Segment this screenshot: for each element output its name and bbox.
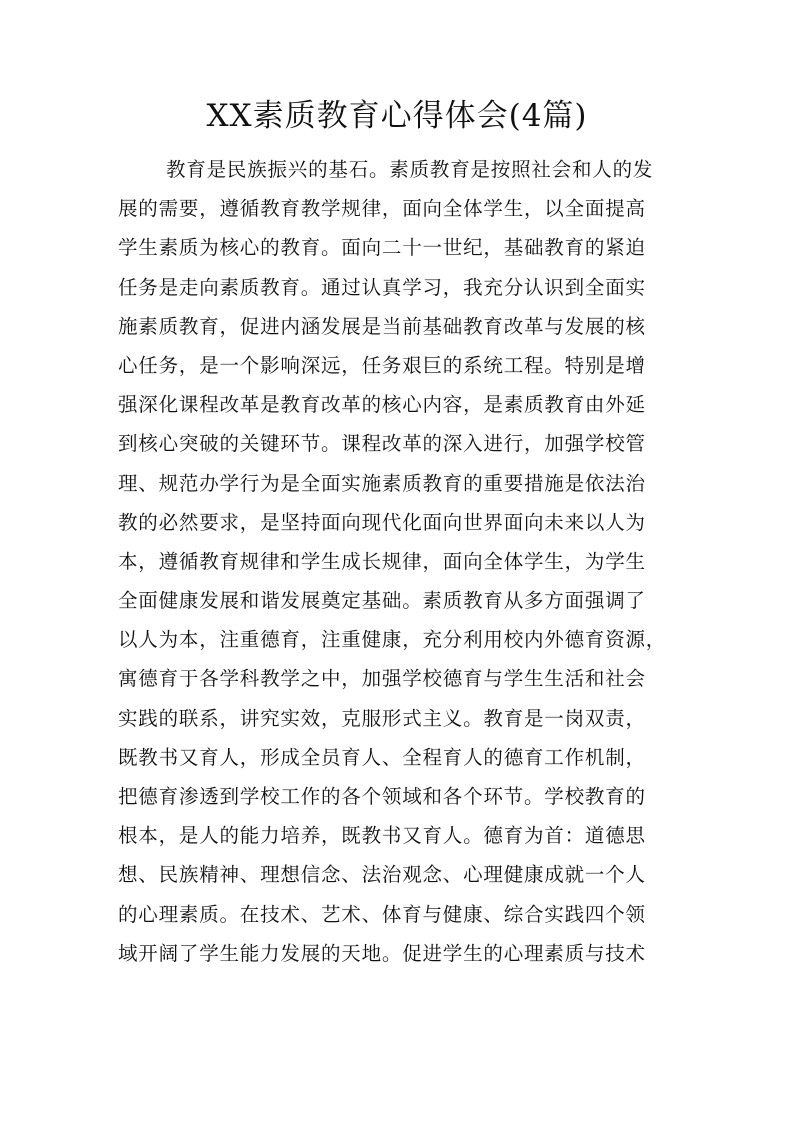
body-line: 本，遵循教育规律和学生成长规律，面向全体学生，为学生 <box>118 549 646 573</box>
body-line: 寓德育于各学科教学之中，加强学校德育与学生生活和社会 <box>118 667 646 691</box>
document-title: XX素质教育心得体会(4篇) <box>206 98 588 134</box>
body-line: 实践的联系，讲究实效，克服形式主义。教育是一岗双责， <box>118 706 646 730</box>
body-line: 任务是走向素质教育。通过认真学习，我充分认识到全面实 <box>118 275 646 299</box>
body-line: 既教书又育人，形成全员育人、全程育人的德育工作机制， <box>118 745 646 769</box>
body-line: 根本，是人的能力培养，既教书又育人。德育为首：道德思 <box>118 824 646 848</box>
body-line: 教的必然要求，是坚持面向现代化面向世界面向未来以人为 <box>118 510 646 534</box>
body-line: 想、民族精神、理想信念、法治观念、心理健康成就一个人 <box>118 863 646 887</box>
document-body <box>118 150 678 973</box>
body-line: 到核心突破的关键环节。课程改革的深入进行，加强学校管 <box>118 432 646 456</box>
body-line: 施素质教育，促进内涵发展是当前基础教育改革与发展的核 <box>118 314 646 338</box>
body-line: 展的需要，遵循教育教学规律，面向全体学生，以全面提高 <box>118 197 646 221</box>
body-line: 全面健康发展和谐发展奠定基础。素质教育从多方面强调了 <box>118 589 646 613</box>
body-line: 把德育渗透到学校工作的各个领域和各个环节。学校教育的 <box>118 785 646 808</box>
body-line: 教育是民族振兴的基石。素质教育是按照社会和人的发 <box>166 158 654 181</box>
body-line: 域开阔了学生能力发展的天地。促进学生的心理素质与技术 <box>118 941 646 965</box>
body-line: 的心理素质。在技术、艺术、体育与健康、综合实践四个领 <box>118 902 646 926</box>
body-line: 理、规范办学行为是全面实施素质教育的重要措施是依法治 <box>118 471 646 495</box>
body-line: 学生素质为核心的教育。面向二十一世纪，基础教育的紧迫 <box>118 236 646 260</box>
body-line: 心任务，是一个影响深远，任务艰巨的系统工程。特别是增 <box>118 353 646 377</box>
body-line: 强深化课程改革是教育改革的核心内容，是素质教育由外延 <box>118 393 646 417</box>
body-line: 以人为本，注重德育，注重健康，充分利用校内外德育资源， <box>118 628 667 652</box>
